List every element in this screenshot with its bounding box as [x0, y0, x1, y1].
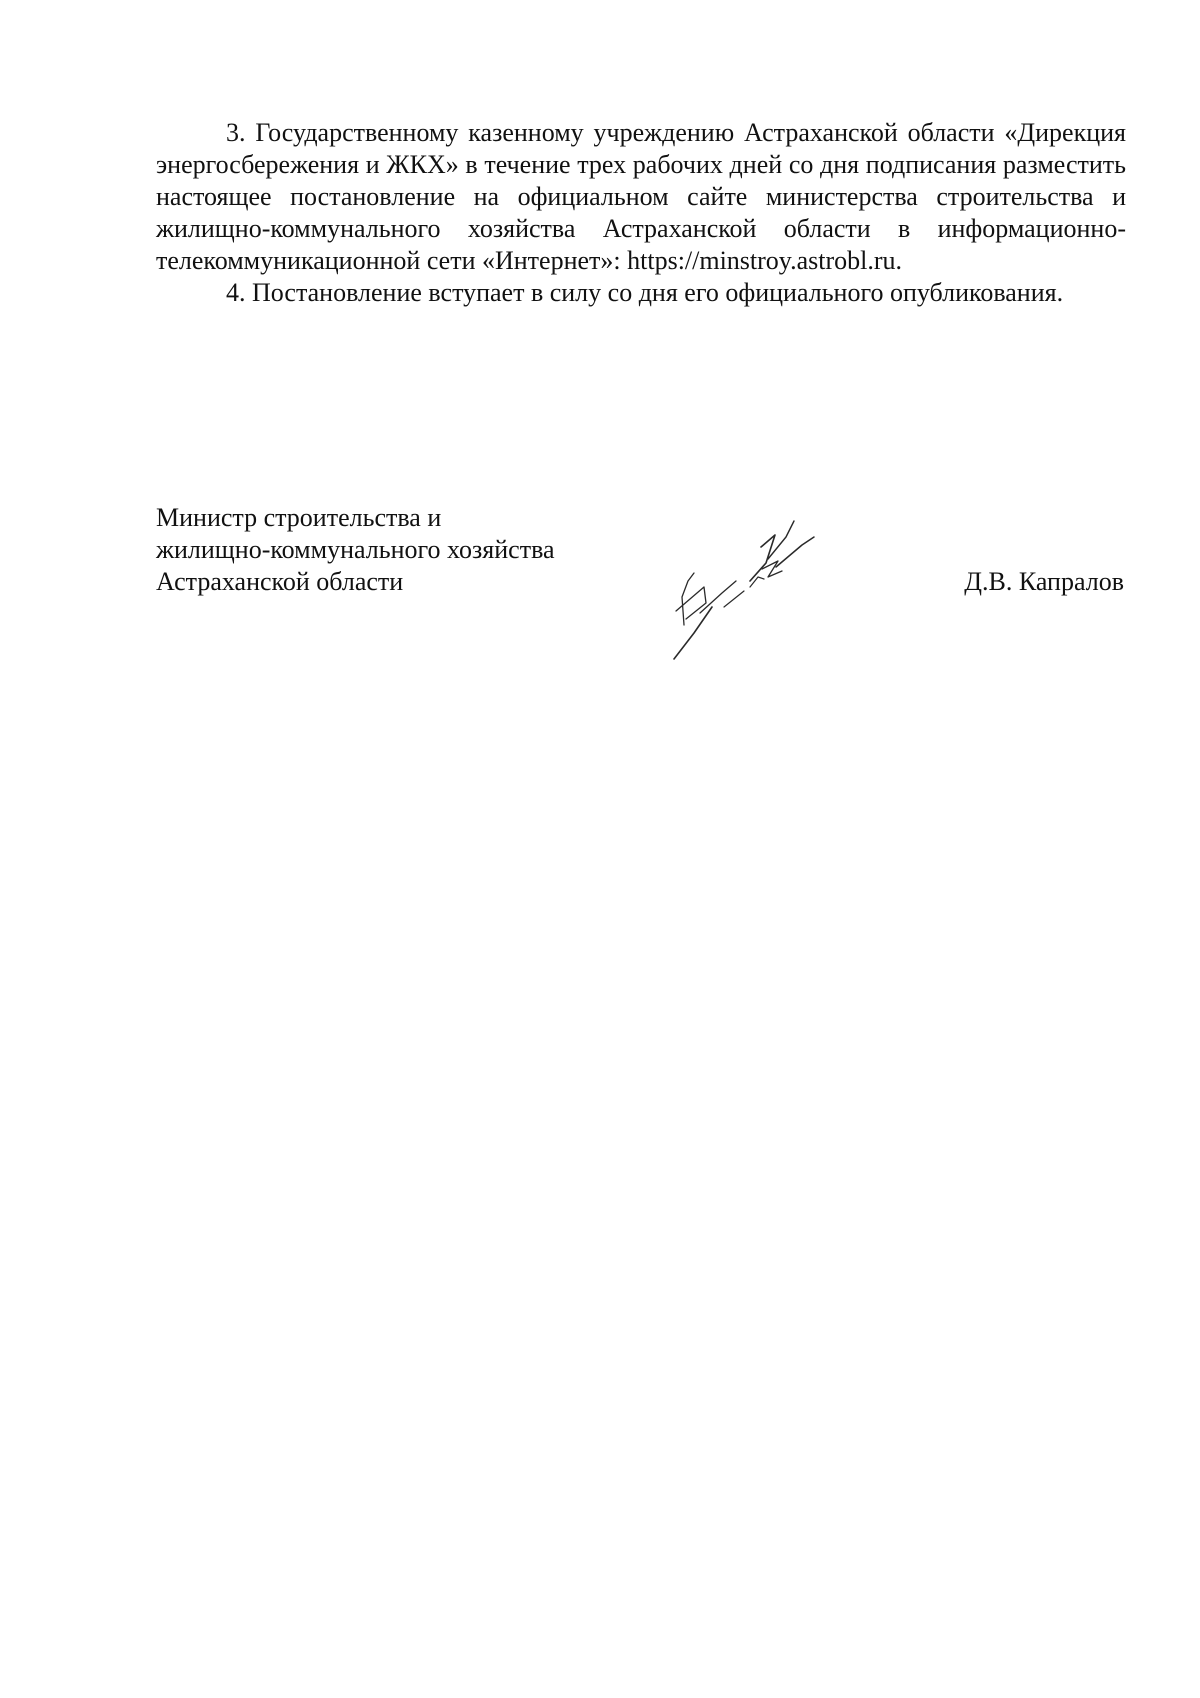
paragraph-4: 4. Постановление вступает в силу со дня его официального опубликования. [226, 278, 1064, 307]
document-body [156, 117, 1126, 309]
handwritten-signature [666, 507, 876, 687]
signature-stroke [674, 607, 712, 659]
signer-name: Д.В. Капралов [964, 567, 1124, 596]
signature-stroke [768, 521, 794, 559]
signature-block [156, 502, 1126, 702]
signature-stroke [724, 591, 744, 607]
signature-stroke [750, 535, 775, 581]
signer-position-line: Астраханской области [156, 567, 404, 596]
signer-position [156, 502, 555, 598]
signer-position-line: Министр строительства и [156, 503, 442, 532]
signer-position-line: жилищно-коммунального хозяйства [156, 535, 555, 564]
signature-stroke [676, 587, 706, 619]
paragraph-3: 3. Государственному казенному учреждению Астраханской области «Дирекция энергосбережения и ЖКХ» в течение трех рабочих дней со дня подписания разместить настоящее постановление на официальном сайте министерства строительства и жилищно-коммунального хозяйства Астраханской области в информационно-телекоммуникационной сети «Интернет»: https://minstroy.astrobl.ru. [156, 118, 1126, 275]
